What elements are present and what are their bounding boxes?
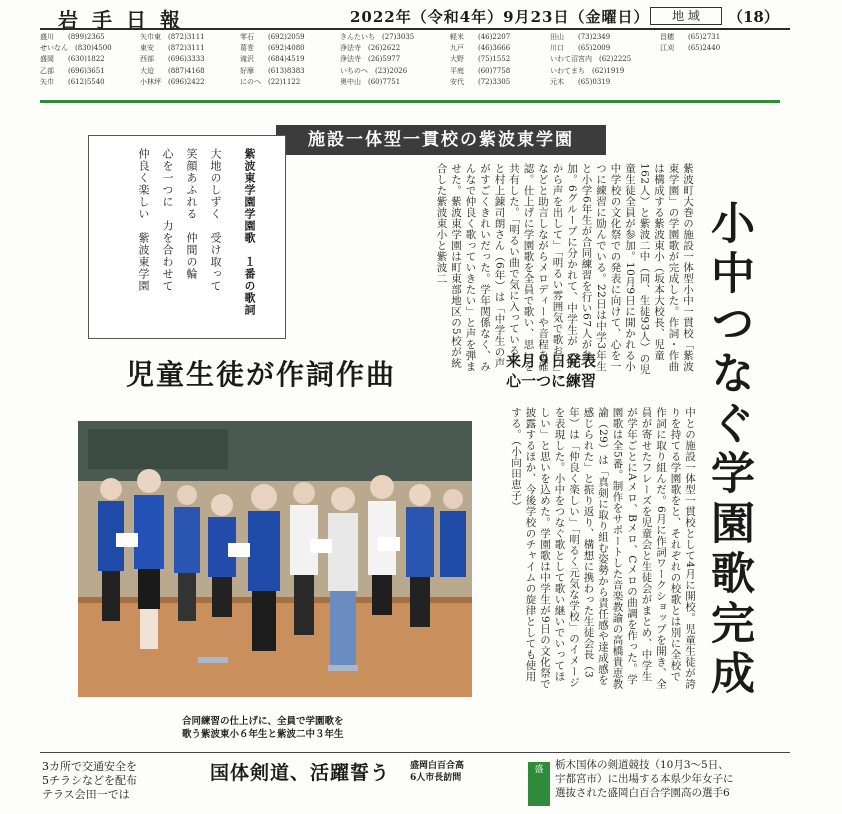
footer-right-line: 栃木国体の剣道競技（10月3～5日、 [555,759,729,771]
headline-deck [506,351,596,391]
lyric-line: 大地のしずく 受け取って [209,148,222,292]
region-badge: 盛 [528,762,550,806]
directory-column [450,32,522,88]
directory-entry: 東安 (872)3111 [140,44,205,53]
sub-headline: 児童生徒が作詞作曲 [126,358,397,391]
masthead [40,4,790,30]
directory-entry: 好摩 (613)8383 [240,66,305,75]
directory-entry: 滝沢 (684)4519 [240,55,305,64]
deck-line: 心一つに練習 [506,372,597,390]
article-photo [78,421,472,697]
page-number: （18） [728,8,779,26]
directory-entry: 大迫 (887)4168 [140,66,205,75]
footer-right-article [555,758,795,800]
directory-entry: 西部 (696)3333 [140,55,205,64]
deck-line: 来月９日発表 [506,352,597,370]
footer-right-line: 選抜された盛岡白百合学園高の選手6 [555,787,730,799]
news-article [66,115,766,747]
directory-entry: にのへ (22)1122 [240,77,301,86]
directory-entry: 盛川 (899)2365 [40,33,105,41]
directory-column [40,32,112,88]
caption-line: 合同練習の仕上げに、全員で学園歌を [182,716,344,727]
footer-deck [410,760,464,784]
lyric-line: 仲良く楽しい 紫波東学園 [137,148,150,292]
directory-entry: 昌穂 (65)2731 [660,33,721,41]
footer-left-article [42,760,182,802]
directory-column [660,32,732,54]
main-headline: 小中つなぐ学園歌完成 [703,200,754,700]
lyric-line: 心を一つに 力を合わせて [161,148,174,292]
article-body-bottom: 中との施設一体型一貫校として4月に開校。児童生徒が誇りを持てる学園歌をと、それぞれの校歌とは別に全校で作詞に取り組んだ。6月に作詞ワークショップを開き、全員が寄せたフレーズを児童会と生徒会がまとめ、中学生が学年ごとにAメロ、Bメロ、Cメロの曲調を作った。学園歌は全5番。制作をサポートした音楽教諭の高橋貴恵教諭（29）は「真剣に取り組む姿勢から責任感や達成感を感じられた」と振り返り、構想に携わった生徒会長（3年）は「仲良く楽しい」「明るく元気な学校」のイメージを表現した。小中をつなぐ歌として歌い継いでいってほしい」と思いを込めた。学園歌は中学生が9日の文化祭で披露するほか、今後学校のチャイムの旋律としても使用する。（小向田恵子） [510,407,696,690]
caption-line: 歌う紫波東小６年生と紫波二中３年生 [182,729,344,740]
directory-column [140,32,212,88]
directory-column [240,32,312,88]
photo-caption [182,715,442,741]
directory-entry: 小林坪 (696)2422 [140,77,205,86]
rehearsal-photo-illustration [78,421,472,697]
footer-left-line: 3カ所で交通安全を [42,760,137,773]
directory-entry: せいなん (830)4500 [40,44,112,53]
directory-entry: 葛巻 (692)4080 [240,44,305,53]
directory-entry: 奥中山 (60)7751 [340,77,401,86]
directory-entry: 元木 (65)0319 [550,77,611,86]
lyrics-box [88,135,286,339]
directory-entry: いわてまち (62)1919 [550,66,625,75]
directory-entry: 零石 (692)2059 [240,33,305,41]
paper-name: 岩手日報 [58,8,194,32]
directory-entry: 矢巾東 (872)3111 [140,33,205,41]
branch-directory [40,32,790,98]
directory-entry: 江刈 (65)2440 [660,44,721,53]
footer-left-line: 5チラシなどを配布 [42,774,137,787]
lyrics-title: 紫波東学園学園歌 １番の歌詞 [243,148,256,316]
directory-entry: 川口 (65)2009 [550,44,611,53]
footer-right-line: 宇都宮市）に出場する本県少年女子に [555,773,734,785]
directory-entry: 乙部 (696)3651 [40,66,105,75]
article-body-top: 紫波町大巻の施設一体型小中一貫校「紫波東学園」の学園歌が完成した。作詞・作曲は構成する紫波東小（坂本大校長、児童162人）と紫波二中（同、生徒93人）の児童生徒全員が参加。10月9日に開かれる小中学校の文化祭での発表に向けて、心を一つに練習に励んでいる。22日は中学3年生と小学6年生が合同練習を行い67人が参加。6グループに分かれて、中学生が「腹から声を出して」「明るい雰囲気で歌おう」などと助言しながらメロディーや音程を確認。仕上げに学園歌を全員で歌い、思いを共有した。「明るい曲で気に入っている」と村上錬司朗さん（6年）は「中学生の声がすごくきれいだった。学年関係なく、みんなで仲良く歌っていきたい」と声を弾ませた。紫波東学園は町東部地区の5校が統合した紫波東小と紫波二 [435,163,694,375]
footer-deck-line: 6人市長訪問 [410,773,462,783]
directory-entry: 安代 (72)3305 [450,77,511,86]
footer-headline: 国体剣道、活躍誓う [210,762,391,784]
section-divider [40,100,780,103]
directory-column [550,32,642,88]
directory-entry: 盛岡 (630)1822 [40,55,105,64]
directory-column [340,32,425,88]
edition-date: 2022年（令和4年）9月23日（金曜日） [350,8,650,26]
directory-entry: 田山 (73)2349 [550,33,611,41]
directory-entry: いわて沼宮内 (62)2225 [550,55,632,64]
directory-entry: 矢巾 (612)5540 [40,77,105,86]
footer-divider [40,752,790,753]
directory-entry: 浄法寺 (26)5977 [340,55,401,64]
footer-left-line: テラス会田一では [42,788,130,801]
footer-deck-line: 盛岡白百合高 [410,761,465,771]
directory-entry: いちのへ (23)2026 [340,66,408,75]
directory-entry: きんたいち (27)3035 [340,33,415,41]
directory-entry: 軽米 (46)2207 [450,33,511,41]
directory-entry: 平庭 (60)7758 [450,66,511,75]
section-label: 地 域 [650,7,722,25]
directory-entry: 九戸 (46)3666 [450,44,511,53]
lyric-line: 笑顔あふれる 仲間の輪 [185,148,198,280]
directory-entry: 大野 (75)1552 [450,55,511,64]
article-banner: 施設一体型一貫校の紫波東学園 [276,125,606,155]
directory-entry: 浄法寺 (26)2622 [340,44,401,53]
